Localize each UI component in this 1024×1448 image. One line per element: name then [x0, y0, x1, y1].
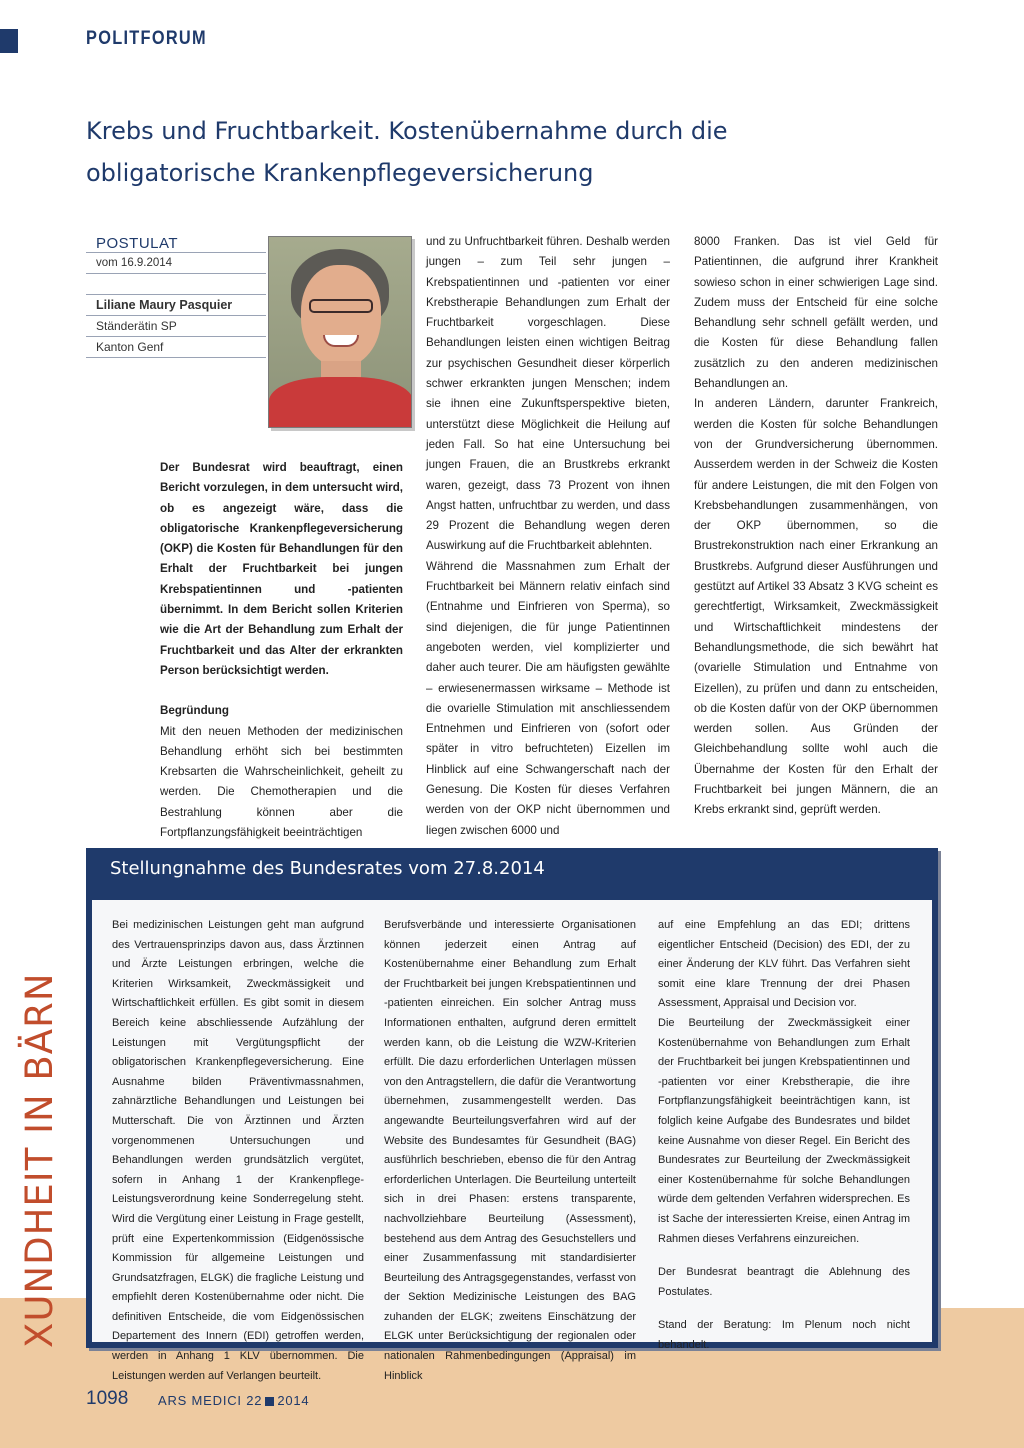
article-paragraph-3: In anderen Ländern, darunter Frankreich, werden die Kosten für solche Behandlungen von der Grundversicherung übernommen. Ausserdem werden in der Schweiz die Kosten für andere Leistungen, die mit den Folgen von Krebsbehandlungen zusammenhängen, von der OKP übernommen, so die Brustrekonstruktion nach einer Erkrankung an Brustkrebs. Aufgrund dieser Ausführungen und gestützt auf Artikel 33 Absatz 3 KVG scheint es gerechtfertigt, Wirksamkeit, Zweckmässigkeit und Wirtschaftlichkeit mindestens der Behandlungsmethode, die sich bewährt hat (ovarielle Stimulation und Entnahme von Eizellen), zu prüfen und dann zu entscheiden, ob die Kosten dafür von der OKP übernommen werden sollen. Aus Gründen der Gleichbehandlung sollte wohl auch die Übernahme der Kosten für den Erhalt der Fruchtbarkeit bei jungen Männern, die an Krebs erkrankt sind, geprüft werden. [694, 397, 938, 817]
journal-name: ARS MEDICI 22 [158, 1393, 263, 1408]
square-separator-icon [265, 1397, 274, 1406]
article-lead: Der Bundesrat wird beauftragt, einen Bericht vorzulegen, in dem untersucht wird, ob es angezeigt wäre, dass die obligatorische Krankenpflegeversicherung (OKP) die Kosten für Behandlungen für den Erhalt der Fruchtbarkeit bei jungen Krebspatientinnen und -patienten übernimmt. In dem Bericht sollen Kriterien wie die Art der Behandlung zum Erhalt der Fruchtbarkeit und das Alter der erkrankten Person berücksichtigt werden. [160, 461, 403, 677]
author-name-text: Liliane Maury Pasquier [96, 298, 233, 312]
article-column-2 [426, 232, 670, 841]
article-title-line-2: obligatorische Krankenpflegeversicherung [86, 159, 594, 187]
article-paragraph-1b: und zu Unfruchtbarkeit führen. Deshalb werden jungen – zum Teil sehr jungen – Krebspatientinnen und -patienten vor einer Krebstherapie Behandlungen zum Erhalt der Fruchtbarkeit vorgeschlagen. Diese Behandlungen leisten einen wichtigen Beitrag zur psychischen Gesundheit dieser körperlich schwer erkrankten jungen Menschen; indem sie ihnen eine Zukunftsperspektive bieten, unterstützt diese Möglichkeit die Heilung auf jeden Fall. So hat eine Untersuchung bei jungen Frauen, die an Brustkrebs erkrankt waren, gezeigt, dass 73 Prozent von ihnen Angst hatten, unfruchtbar zu werden, und dass 29 Prozent die Behandlung wegen deren Auswirkung auf die Fruchtbarkeit ablehnten. [426, 235, 670, 553]
author-role: Ständerätin SP [86, 316, 266, 337]
page-number: 1098 [86, 1388, 129, 1409]
article-subhead: Begründung [160, 704, 229, 718]
statement-paragraph-3: auf eine Empfehlung an das EDI; drittens eigentlicher Entscheid (Decision) des EDI, der zu einer Änderung der KLV führt. Das Verfahren sieht somit eine klare Trennung der drei Phasen Assessment, Appraisal und Decision vor. [658, 919, 910, 1010]
statement-body [92, 900, 932, 1382]
statement-title: Stellungnahme des Bundesrates vom 27.8.2014 [110, 858, 545, 879]
author-name [86, 295, 266, 316]
statement-column-1 [112, 916, 364, 1386]
statement-column-2 [384, 916, 636, 1386]
article-paragraph-2a: Während die Massnahmen zum Erhalt der Fruchtbarkeit bei Männern relativ einfach sind (Entnahme und Einfrieren von Sperma), so sind diejenigen, die für junge Patientinnen angeboten werden, viel komplizierter und daher auch teurer. Die am häufigsten gewählte – erwiesenermassen wirksame – Methode ist die ovarielle Stimulation mit anschliessendem Entnehmen und Einfrieren von (sofort oder später in vitro befruchteten) Eizellen im Hinblick auf eine Schwangerschaft nach der Genesung. Die Kosten für dieses Verfahren werden von der OKP nicht übernommen und liegen zwischen 6000 und [426, 559, 670, 837]
side-heading-vertical: XUNDHEIT IN BÄRN [18, 972, 61, 1348]
federal-council-statement [86, 848, 938, 1382]
article-title-line-1: Krebs und Fruchtbarkeit. Kostenübernahme durch die [86, 117, 728, 145]
article-column-1 [160, 458, 403, 843]
postulate-info-box [86, 232, 266, 358]
portrait-shirt [269, 377, 412, 428]
portrait-face [301, 265, 381, 367]
section-marker [0, 29, 18, 53]
info-spacer [86, 274, 266, 295]
article-paragraph-2b: 8000 Franken. Das ist viel Geld für Patientinnen, die aufgrund ihrer Krankheit sowieso schon in einer schwierigen Lage sind. Zudem muss der Entscheid für eine solche Behandlung sehr schnell gefällt werden, und die Kosten für diese Behandlung fallen zusätzlich zu den anderen medizinischen Behandlungen an. [694, 235, 938, 391]
author-canton: Kanton Genf [86, 337, 266, 358]
section-label: POLITFORUM [86, 28, 207, 49]
author-portrait [268, 236, 412, 428]
statement-column-3 [658, 916, 910, 1355]
article-column-3 [694, 232, 938, 821]
portrait-glasses [309, 299, 373, 313]
statement-status: Stand der Beratung: Im Plenum noch nicht behandelt. [658, 1319, 910, 1351]
article-title [86, 110, 946, 194]
statement-decision: Der Bundesrat beantragt die Ablehnung des Postulates. [658, 1266, 910, 1298]
statement-paragraph-1: Bei medizinischen Leistungen geht man aufgrund des Vertrauensprinzips davon aus, dass Ärztinnen und Ärzte Leistungen erbringen, welche die Kriterien Wirksamkeit, Zweckmässigkeit und Wirtschaftlichkeit erfüllen. Es gibt somit in diesem Bereich keine abschliessende Aufzählung der Leistungen mit Vergütungspflicht der obligatorischen Krankenpflegeversicherung. Eine Ausnahme bilden Präventivmassnahmen, zahnärztliche Behandlungen und Leistungen bei Mutterschaft. Die von Ärztinnen und Ärzten vorgenommenen Untersuchungen und Behandlungen werden grundsätzlich vergütet, sofern in Anhang 1 der Krankenpflege-Leistungsverordnung keine Sonderregelung steht. Wird die Vergütung einer Leistung in Frage gestellt, prüft eine Expertenkommission (Eidgenössische Kommission für allgemeine Leistungen und Grundsatzfragen, ELGK) die fragliche Leistung und empfiehlt deren Kostenübernahme oder nicht. Die definitiven Entscheide, die vom Eidgenössischen Departement des Innern (EDI) getroffen werden, werden in Anhang 1 KLV übernommen. Die Leistungen werden auf Verlangen beurteilt. [112, 919, 364, 1382]
journal-reference [158, 1393, 309, 1408]
statement-paragraph-4: Die Beurteilung der Zweckmässigkeit einer Kostenübernahme von Behandlungen zum Erhalt der Fruchtbarkeit bei jungen Krebspatientinnen und -patienten vor einer Krebstherapie, die ihre Fortpflanzungsfähigkeit beeinträchtigen kann, ist folglich keine Aufgabe des Bundesrates und bildet keine Ausnahme von dieser Regel. Ein Bericht des Bundesrates zur Beurteilung der Zweckmässigkeit einer Kostenübernahme für solche Behandlungen würde dem geltenden Verfahren widersprechen. Es ist Sache der interessierten Kreise, einen Antrag im Rahmen dieses Verfahrens einzureichen. [658, 1016, 910, 1245]
statement-paragraph-2: Berufsverbände und interessierte Organisationen können jederzeit einen Antrag auf Kostenübernahme einer Behandlung zum Erhalt der Fruchtbarkeit bei jungen Krebspatientinnen und -patienten einreichen. Ein solcher Antrag muss Informationen enthalten, aufgrund deren ermittelt werden kann, ob die Leistung die WZW-Kriterien erfüllt. Die dazu erforderlichen Unterlagen müssen von den Antragstellern, die dafür die Verantwortung übernehmen, zusammengestellt werden. Das angewandte Beurteilungsverfahren wird auf der Website des Bundesamtes für Gesundheit (BAG) ausführlich beschrieben, ebenso die für den Antrag erforderlichen Unterlagen. Die Beurteilung unterteilt sich in drei Phasen: erstens transparente, nachvollziehbare Beurteilung (Assessment), bestehend aus dem Antrag des Gesuchstellers und einer Zusammenfassung mit standardisierter Beurteilung des Antragsgegenstandes, verfasst von der Sektion Medizinische Leistungen des BAG zuhanden der ELGK; zweitens Einschätzung der ELGK unter Berücksichtigung der regionalen oder nationalen Rahmenbedingungen (Appraisal) im Hinblick [384, 919, 636, 1382]
article-paragraph-1a: Mit den neuen Methoden der medizinischen Behandlung erhöht sich bei bestimmten Krebsarten die Wahrscheinlichkeit, geheilt zu werden. Die Chemotherapien und die Bestrahlung können aber die Fortpflanzungsfähigkeit beeinträchtigen [160, 724, 403, 840]
postulate-type: POSTULAT [86, 232, 266, 253]
journal-year: 2014 [277, 1393, 310, 1408]
postulate-date: vom 16.9.2014 [86, 253, 266, 274]
